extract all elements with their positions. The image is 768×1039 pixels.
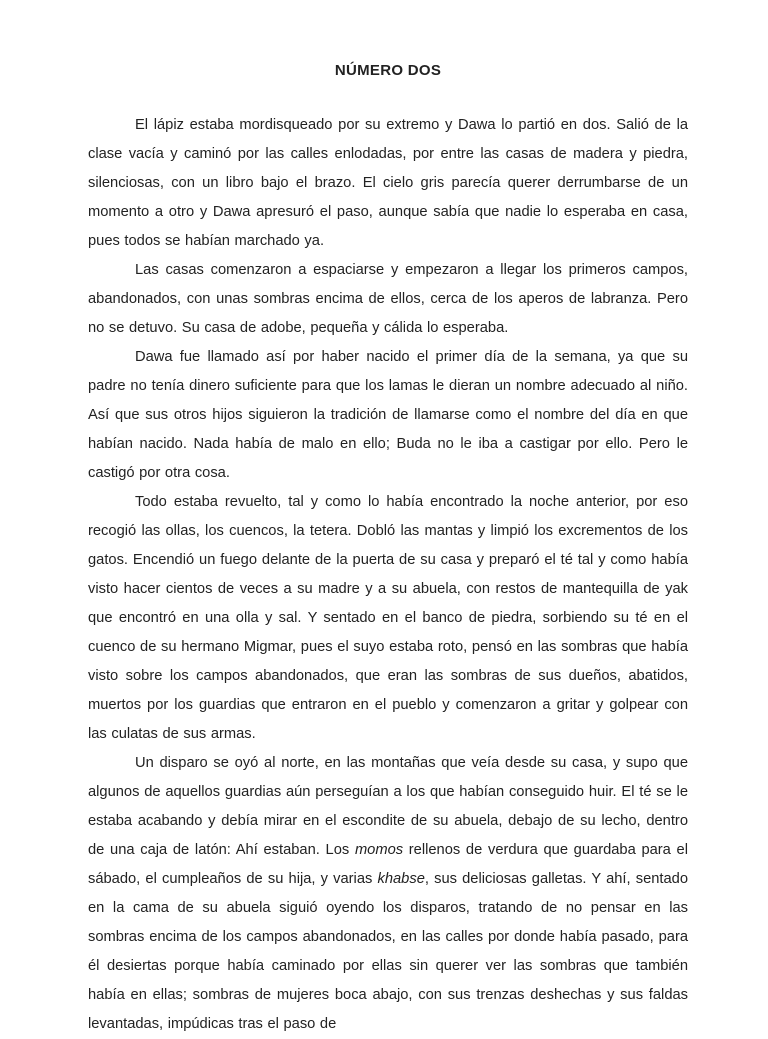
text-segment: , sus deliciosas galletas. Y ahí, sentado en la cama de su abuela siguió oyendo los disparos, tratando de no pensar en las sombras encima de los campos abandonados, en las calles por donde había pasado, para él desiertas porque había caminado por ellas sin querer ver las sombras que también había en ellas; sombras de mujeres boca abajo, con sus trenzas deshechas y sus faldas levantadas, impúdicas tras el paso de [88, 871, 689, 1032]
text-segment: El lápiz estaba mordisqueado por su extremo y Dawa lo partió en dos. Salió de la clase vacía y caminó por las calles enlodadas, por entre las casas de madera y piedra, silenciosas, con un libro bajo el brazo. El cielo gris parecía querer derrumbarse de un momento a otro y Dawa apresuró el paso, aunque sabía que nadie lo esperaba en casa, pues todos se habían marchado ya. [88, 117, 688, 249]
text-segment: Dawa fue llamado así por haber nacido el primer día de la semana, ya que su padre no tenía dinero suficiente para que los lamas le dieran un nombre adecuado al niño. Así que sus otros hijos siguieron la tradición de llamarse como el nombre del día en que habían nacido. Nada había de malo en ello; Buda no le iba a castigar por ello. Pero le castigó por otra cosa. [88, 349, 688, 481]
italic-text-segment: momos [354, 842, 404, 858]
text-segment: Un disparo se oyó al norte, en las montañas que veía desde su casa, y supo que algunos de aquellos guardias aún perseguían a los que habían conseguido huir. El té se le estaba acabando y debía mirar en el escondite de su abuela, debajo de su lecho, dentro de una caja de latón: Ahí estaban. Los [88, 755, 688, 858]
paragraph-2 [88, 256, 688, 343]
paragraph-1 [88, 111, 688, 256]
paragraph-5 [88, 749, 688, 1039]
text-segment: Las casas comenzaron a espaciarse y empezaron a llegar los primeros campos, abandonados, con unas sombras encima de ellos, cerca de los aperos de labranza. Pero no se detuvo. Su casa de adobe, pequeña y cálida lo esperaba. [88, 262, 688, 336]
paragraph-3 [88, 343, 688, 488]
italic-text-segment: khabse [377, 871, 425, 887]
paragraph-4 [88, 488, 688, 749]
text-segment: Todo estaba revuelto, tal y como lo había encontrado la noche anterior, por eso recogió las ollas, los cuencos, la tetera. Dobló las mantas y limpió los excrementos de los gatos. Encendió un fuego delante de la puerta de su casa y preparó el té tal y como había visto hacer cientos de veces a su madre y a su abuela, con restos de mantequilla de yak que encontró en una olla y sal. Y sentado en el banco de piedra, sorbiendo su té en el cuenco de su hermano Migmar, pues el suyo estaba roto, pensó en las sombras que había visto sobre los campos abandonados, que eran las sombras de sus dueños, abatidos, muertos por los guardias que entraron en el pueblo y comenzaron a gritar y golpear con las culatas de sus armas. [88, 494, 688, 742]
text-segment: rellenos de verdura que guardaba para el sábado, el cumpleaños de su hija, y varias [88, 842, 688, 887]
document-title: NÚMERO DOS [334, 62, 442, 79]
document-body [88, 111, 688, 1039]
